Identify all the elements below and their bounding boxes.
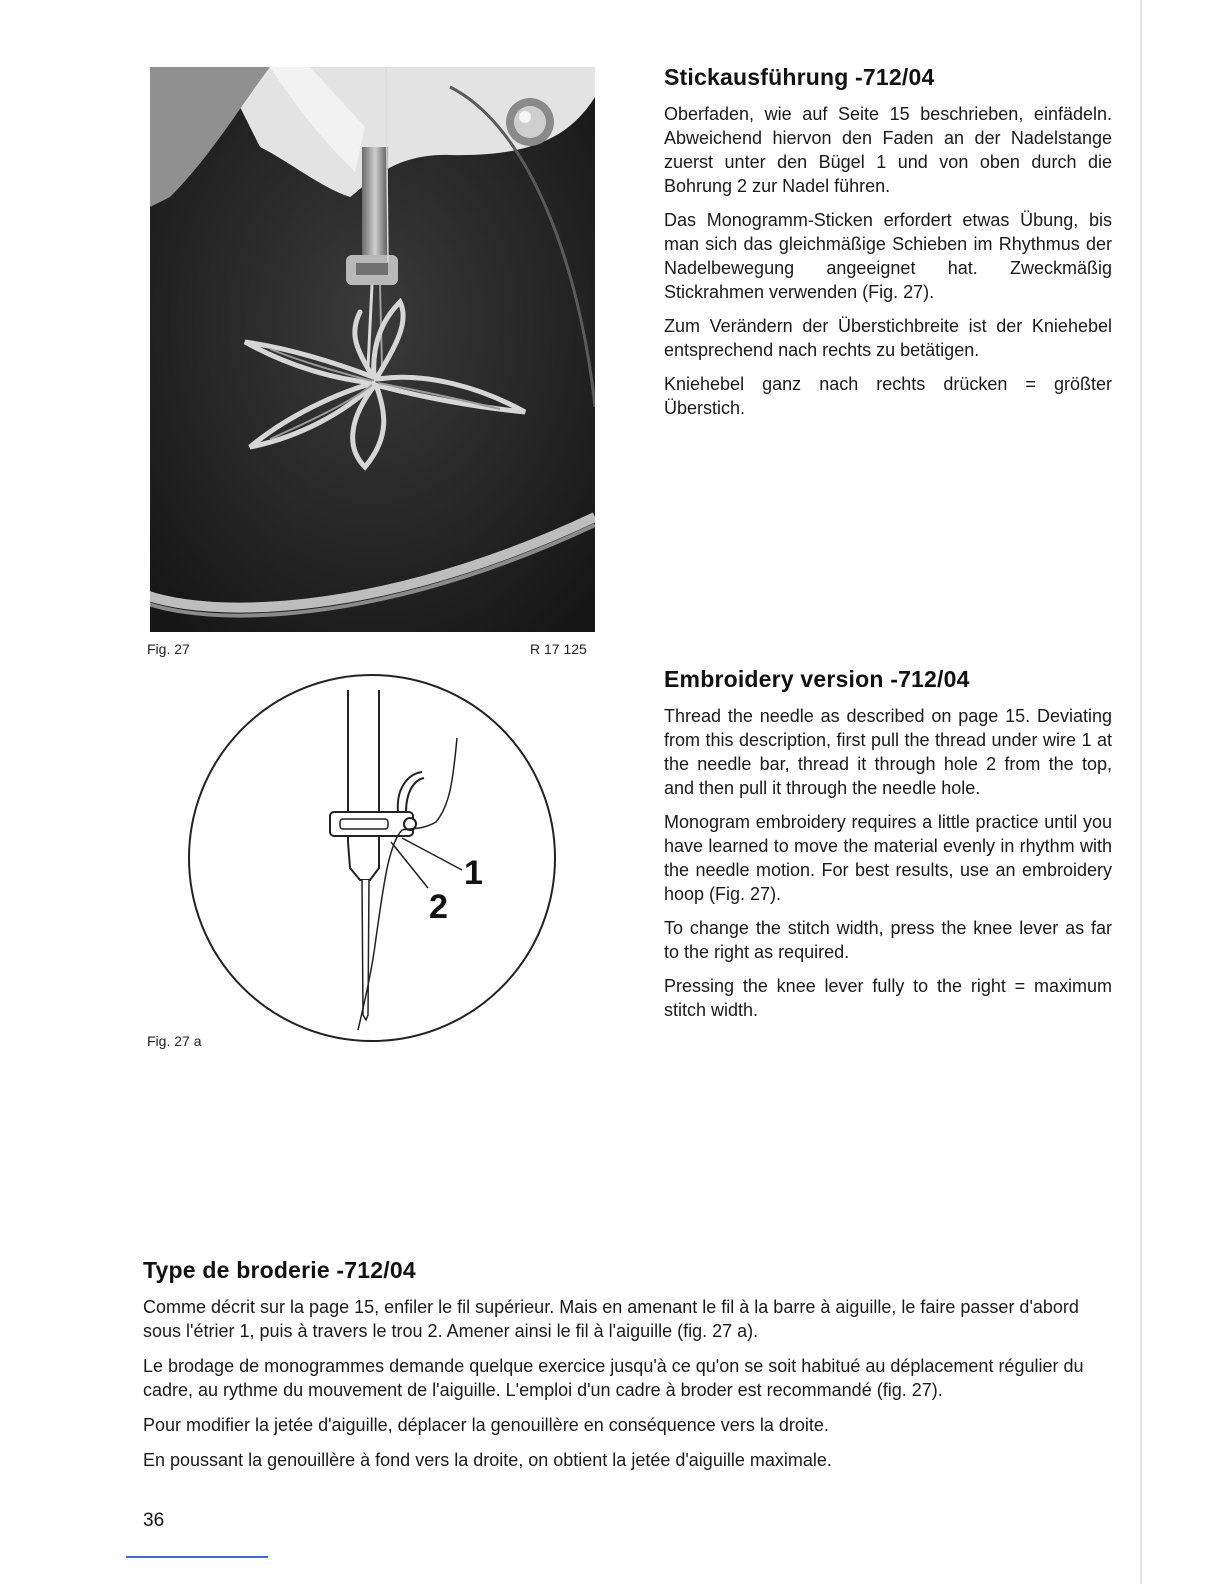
bottom-rule [126, 1556, 268, 1558]
needle-threading-diagram [150, 670, 595, 1060]
fig27a-caption: Fig. 27 a [147, 1033, 202, 1049]
english-paragraph: To change the stitch width, press the knee lever as far to the right as required. [664, 918, 1112, 962]
german-paragraph: Oberfaden, wie auf Seite 15 beschrieben, einfädeln. Abweichend hiervon den Faden an der Nadelstange zuerst unter den Bügel 1 und von oben durch die Bohrung 2 zur Nadel führen. [664, 104, 1112, 196]
page-edge-shadow [1140, 0, 1142, 1584]
french-paragraph: En poussant la genouillère à fond vers la droite, on obtient la jetée d'aiguille maximale. [143, 1450, 832, 1470]
english-paragraph: Pressing the knee lever fully to the right = maximum stitch width. [664, 976, 1112, 1020]
embroidery-photo [150, 67, 595, 632]
german-paragraph: Zum Verändern der Überstichbreite ist der Kniehebel entsprechend nach rechts zu betätigen. [664, 316, 1112, 360]
callout-2: 2 [429, 888, 448, 926]
french-paragraph: Pour modifier la jetée d'aiguille, déplacer la genouillère en conséquence vers la droite. [143, 1415, 829, 1435]
english-paragraph: Monogram embroidery requires a little practice until you have learned to move the material evenly in rhythm with the needle motion. For best results, use an embroidery hoop (Fig. 27). [664, 812, 1112, 904]
french-paragraph: Comme décrit sur la page 15, enfiler le fil supérieur. Mais en amenant le fil à la barre à aiguille, le faire passer d'abord sous l'étrier 1, puis à travers le trou 2. Amener ainsi le fil à l'aiguille (fig. 27 a). [143, 1297, 1079, 1341]
fig27-caption: Fig. 27 [147, 641, 190, 657]
german-title: Stickausführung -712/04 [664, 64, 935, 90]
german-paragraph: Das Monogramm-Sticken erfordert etwas Übung, bis man sich das gleichmäßige Schieben im Rhythmus der Nadelbewegung angeeignet hat. Zweckmäßig Stickrahmen verwenden (Fig. 27). [664, 210, 1112, 302]
english-section [664, 666, 1112, 1032]
german-section [664, 64, 1112, 430]
page-number: 36 [143, 1510, 165, 1531]
english-paragraph: Thread the needle as described on page 15. Deviating from this description, first pull the thread under wire 1 at the needle bar, thread it through hole 2 from the top, and then pull it through the needle hole. [664, 706, 1112, 798]
callout-1: 1 [464, 854, 483, 892]
french-section [143, 1257, 1109, 1483]
fig27-code: R 17 125 [530, 641, 587, 657]
french-title: Type de broderie -712/04 [143, 1257, 416, 1283]
english-title: Embroidery version -712/04 [664, 666, 970, 692]
french-paragraph: Le brodage de monogrammes demande quelque exercice jusqu'à ce qu'on se soit habitué au déplacement régulier du cadre, au rythme du mouvement de l'aiguille. L'emploi d'un cadre à broder est recommandé (fig. 27). [143, 1356, 1084, 1400]
german-paragraph: Kniehebel ganz nach rechts drücken = größter Überstich. [664, 374, 1112, 418]
